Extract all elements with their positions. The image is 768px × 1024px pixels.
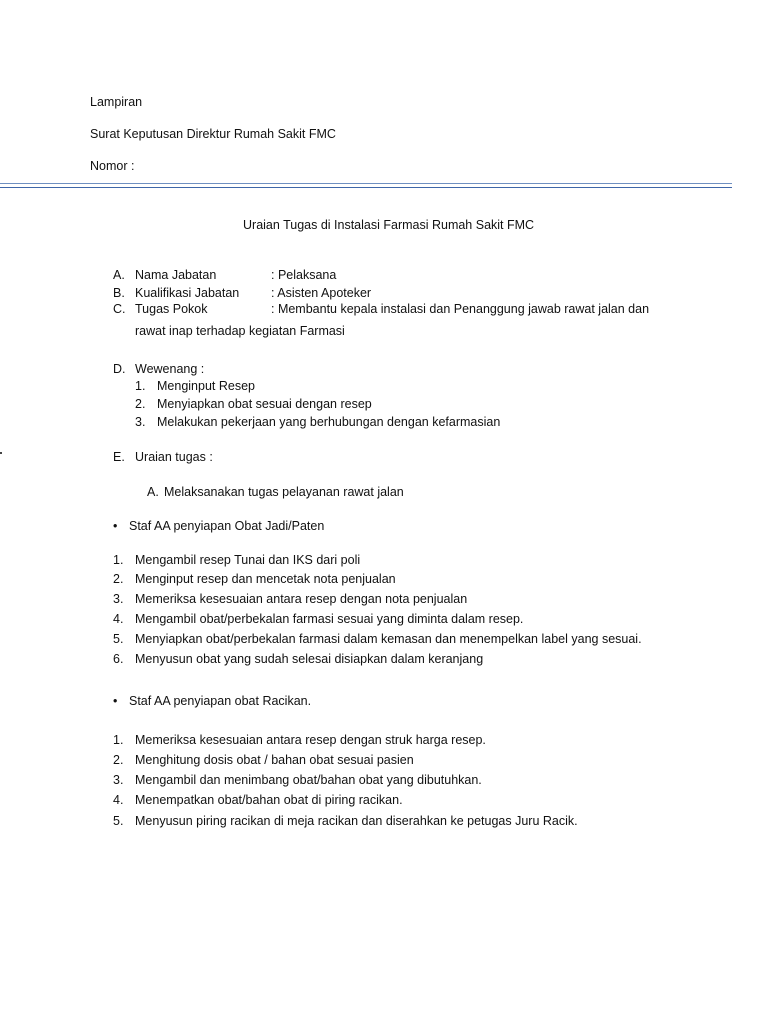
field-value: : Membantu kepala instalasi dan Penanggung jawab rawat jalan dan bbox=[271, 302, 650, 316]
subsection-marker: A. bbox=[147, 485, 159, 499]
list-item: 5. Menyusun piring racikan di meja racikan dan diserahkan ke petugas Juru Racik. bbox=[113, 814, 578, 828]
list-item: 3. Memeriksa kesesuaian antara resep dengan nota penjualan bbox=[113, 592, 468, 606]
field-nama-jabatan bbox=[113, 268, 336, 283]
section-uraian-tugas bbox=[113, 450, 213, 465]
subsection-label: Melaksanakan tugas pelayanan rawat jalan bbox=[164, 485, 404, 499]
list-item: 3. Melakukan pekerjaan yang berhubungan dengan kefarmasian bbox=[135, 415, 501, 429]
list-item: 2. Menginput resep dan mencetak nota penjualan bbox=[113, 572, 396, 586]
field-value: : Pelaksana bbox=[271, 268, 337, 282]
decree-title: Surat Keputusan Direktur Rumah Sakit FMC bbox=[90, 127, 336, 141]
list-item: 3. Mengambil dan menimbang obat/bahan obat yang dibutuhkan. bbox=[113, 773, 482, 787]
section-marker: D. bbox=[113, 362, 126, 376]
field-value: : Asisten Apoteker bbox=[271, 286, 372, 300]
bullet-heading-text: Staf AA penyiapan obat Racikan. bbox=[129, 694, 312, 708]
edge-mark bbox=[0, 452, 2, 454]
field-label: Kualifikasi Jabatan bbox=[135, 286, 240, 300]
field-label: Nama Jabatan bbox=[135, 268, 217, 282]
subsection-rawat-jalan bbox=[147, 485, 404, 500]
section-marker: E. bbox=[113, 450, 125, 464]
header-divider-thick bbox=[0, 187, 732, 188]
list-item: 5. Menyiapkan obat/perbekalan farmasi dalam kemasan dan menempelkan label yang sesuai. bbox=[113, 632, 642, 646]
section-wewenang bbox=[113, 362, 204, 377]
field-label: Tugas Pokok bbox=[135, 302, 208, 316]
field-marker: C. bbox=[113, 302, 126, 316]
section-label: Uraian tugas : bbox=[135, 450, 213, 464]
section-label: Wewenang : bbox=[135, 362, 205, 376]
bullet-heading-text: Staf AA penyiapan Obat Jadi/Paten bbox=[129, 519, 325, 533]
bullet-heading-paten bbox=[113, 519, 324, 534]
field-marker: A. bbox=[113, 268, 125, 282]
field-marker: B. bbox=[113, 286, 125, 300]
list-item: 1. Memeriksa kesesuaian antara resep dengan struk harga resep. bbox=[113, 733, 486, 747]
list-item: 6. Menyusun obat yang sudah selesai disiapkan dalam keranjang bbox=[113, 652, 484, 666]
attachment-label: Lampiran bbox=[90, 95, 143, 109]
bullet-icon: • bbox=[113, 519, 118, 533]
list-item: 4. Menempatkan obat/bahan obat di piring racikan. bbox=[113, 793, 403, 807]
field-tugas-pokok-continuation: rawat inap terhadap kegiatan Farmasi bbox=[135, 324, 345, 338]
list-item: 2. Menyiapkan obat sesuai dengan resep bbox=[135, 397, 372, 411]
number-label: Nomor : bbox=[90, 159, 135, 173]
list-item: 2. Menghitung dosis obat / bahan obat sesuai pasien bbox=[113, 753, 414, 767]
field-tugas-pokok bbox=[113, 302, 649, 317]
list-item: 4. Mengambil obat/perbekalan farmasi sesuai yang diminta dalam resep. bbox=[113, 612, 524, 626]
list-item: 1. Mengambil resep Tunai dan IKS dari poli bbox=[113, 553, 361, 567]
list-item: 1. Menginput Resep bbox=[135, 379, 255, 393]
document-title: Uraian Tugas di Instalasi Farmasi Rumah Sakit FMC bbox=[243, 218, 535, 232]
header-divider-thin bbox=[0, 183, 732, 184]
bullet-icon: • bbox=[113, 694, 118, 708]
field-kualifikasi bbox=[113, 286, 371, 301]
bullet-heading-racikan bbox=[113, 694, 311, 709]
